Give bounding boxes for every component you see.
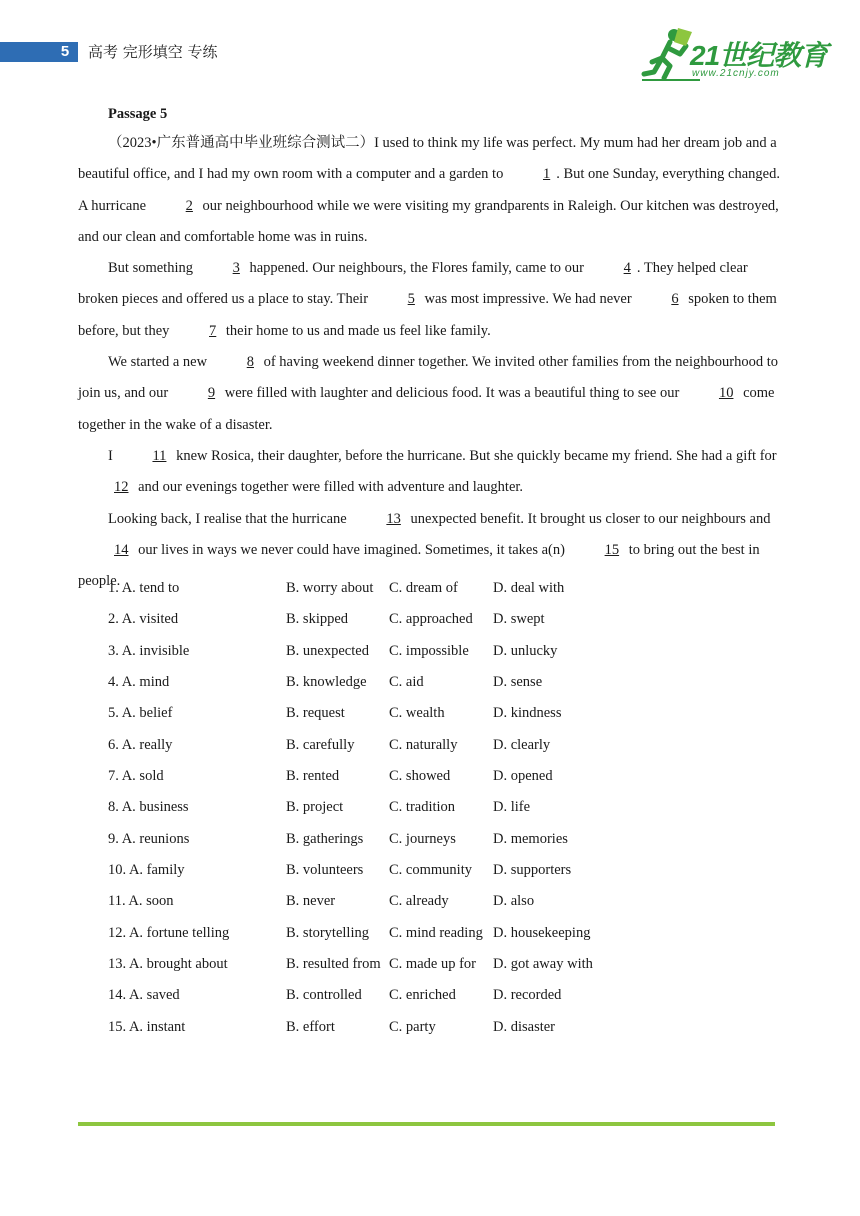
page-number: 5 — [60, 43, 70, 60]
option-b: B. resulted from — [286, 956, 381, 973]
passage-text: （2023•广东普通高中毕业班综合测试二）I used to think my life was perfect. My mum had her dream job and a beautiful office, and I had my own room with a computer and a garden to — [78, 135, 777, 183]
answer-blank: 10 — [718, 385, 734, 402]
answer-blank: 8 — [246, 354, 254, 371]
option-a: 15. A. instant — [108, 1018, 186, 1035]
passage-text: come together in the wake of a disaster. — [78, 385, 775, 433]
passage-text: . But one Sunday, everything changed. A hurricane — [78, 166, 780, 214]
option-d: D. deal with — [493, 580, 565, 596]
option-d: D. clearly — [493, 736, 551, 753]
option-c: C. naturally — [389, 736, 458, 753]
passage-text: and our evenings together were filled with adventure and laughter. — [134, 479, 524, 496]
passage-text: We started a new — [108, 354, 211, 371]
option-a: 6. A. really — [108, 736, 173, 753]
option-d: D. supporters — [493, 862, 572, 879]
option-c: C. made up for — [389, 956, 476, 973]
option-b: B. effort — [286, 1018, 335, 1035]
passage-text: our lives in ways we never could have imagined. Sometimes, it takes a(n) — [134, 541, 569, 558]
passage-title: Passage 5 — [108, 106, 168, 122]
option-d: D. recorded — [493, 987, 562, 1004]
passage-text: knew Rosica, their daughter, before the hurricane. But she quickly became my friend. She had a gift for — [172, 447, 777, 464]
passage-text: was most impressive. We had never — [420, 291, 636, 308]
option-c: C. impossible — [389, 642, 469, 659]
option-d: D. life — [493, 799, 531, 816]
paragraph — [78, 128, 790, 253]
option-c: C. mind reading — [389, 924, 483, 941]
option-b: B. volunteers — [286, 862, 364, 879]
option-d: D. housekeeping — [493, 924, 591, 941]
answer-blank: 5 — [407, 291, 415, 308]
answer-blank: 14 — [114, 541, 129, 558]
option-a: 8. A. business — [108, 799, 189, 816]
option-c: C. approached — [389, 611, 473, 628]
option-b: B. never — [286, 893, 336, 910]
option-b: B. unexpected — [286, 642, 369, 659]
passage-text: But something — [108, 260, 197, 277]
option-c: C. dream of — [389, 580, 458, 596]
logo-url: www.21cnjy.com — [692, 68, 780, 79]
passage-text: . They helped clear broken pieces and offered us a place to stay. Their — [78, 260, 748, 308]
option-d: D. kindness — [493, 705, 562, 722]
option-d: D. got away with — [493, 956, 593, 973]
footer-divider — [78, 1122, 775, 1126]
option-b: B. controlled — [286, 987, 362, 1004]
option-a: 14. A. saved — [108, 987, 180, 1004]
paragraph — [78, 253, 790, 347]
option-c: C. showed — [389, 768, 451, 785]
option-b: B. gatherings — [286, 830, 364, 847]
passage-text: I — [108, 447, 117, 464]
passage-text: happened. Our neighbours, the Flores family, came to our — [245, 260, 588, 277]
passage-text: Looking back, I realise that the hurricane — [108, 510, 351, 527]
answer-blank: 12 — [114, 479, 129, 496]
paragraph — [78, 347, 790, 441]
passage-text: our neighbourhood while we were visiting my grandparents in Raleigh. Our kitchen was destroyed, and our clean and comfortable home was in ruins. — [78, 197, 779, 245]
option-c: C. already — [389, 893, 449, 910]
option-b: B. storytelling — [286, 924, 369, 941]
option-b: B. knowledge — [286, 674, 367, 691]
answer-blank: 2 — [185, 197, 193, 214]
answer-blank: 1 — [542, 166, 551, 183]
passage-text: spoken to them before, but they — [78, 291, 777, 339]
option-a: 9. A. reunions — [108, 830, 190, 847]
passage-text: of having weekend dinner together. We invited other families from the neighbourhood to join us, and our — [78, 354, 778, 402]
option-a: 4. A. mind — [108, 674, 170, 691]
option-a: 13. A. brought about — [108, 956, 228, 973]
option-a: 10. A. family — [108, 862, 185, 879]
option-d: D. memories — [493, 830, 568, 847]
answer-blank: 11 — [152, 447, 167, 464]
option-c: C. enriched — [389, 987, 456, 1004]
option-d: D. sense — [493, 674, 543, 691]
passage-text: were filled with laughter and delicious food. It was a beautiful thing to see our — [221, 385, 683, 402]
answer-blank: 15 — [604, 541, 620, 558]
option-b: B. skipped — [286, 611, 349, 628]
answer-blank: 6 — [671, 291, 679, 308]
option-d: D. disaster — [493, 1018, 556, 1035]
logo-text: 21世纪教育 — [690, 40, 828, 71]
answer-blank: 3 — [232, 260, 240, 277]
option-d: D. also — [493, 893, 535, 910]
option-a: 5. A. belief — [108, 705, 173, 722]
option-c: C. tradition — [389, 799, 456, 816]
answer-blank: 13 — [386, 510, 401, 527]
option-a: 11. A. soon — [108, 893, 174, 910]
answer-blank: 7 — [209, 322, 217, 339]
option-b: B. project — [286, 799, 344, 816]
option-a: 1. A. tend to — [108, 580, 180, 596]
option-b: B. worry about — [286, 580, 374, 596]
option-d: D. swept — [493, 611, 545, 628]
passage-text: unexpected benefit. It brought us closer to our neighbours and — [406, 510, 771, 527]
passage-text: to bring out the best in people. — [78, 541, 760, 590]
option-b: B. request — [286, 705, 345, 722]
option-b: B. rented — [286, 768, 340, 785]
option-a: 7. A. sold — [108, 768, 164, 785]
answer-blank: 4 — [623, 260, 631, 277]
option-c: C. wealth — [389, 705, 445, 722]
option-d: D. opened — [493, 768, 553, 785]
header-title: 高考 完形填空 专练 — [88, 43, 218, 61]
option-b: B. carefully — [286, 736, 355, 753]
option-a: 2. A. visited — [108, 611, 179, 628]
passage — [78, 100, 790, 597]
option-c: C. party — [389, 1018, 436, 1035]
passage-body — [78, 128, 790, 597]
option-a: 3. A. invisible — [108, 642, 190, 659]
passage-text: their home to us and made us feel like family. — [222, 322, 491, 339]
answer-blank: 9 — [207, 385, 216, 402]
option-c: C. community — [389, 862, 472, 879]
option-d: D. unlucky — [493, 642, 558, 659]
option-c: C. journeys — [389, 830, 456, 847]
option-c: C. aid — [389, 674, 424, 691]
option-a: 12. A. fortune telling — [108, 924, 230, 941]
paragraph — [78, 441, 790, 504]
